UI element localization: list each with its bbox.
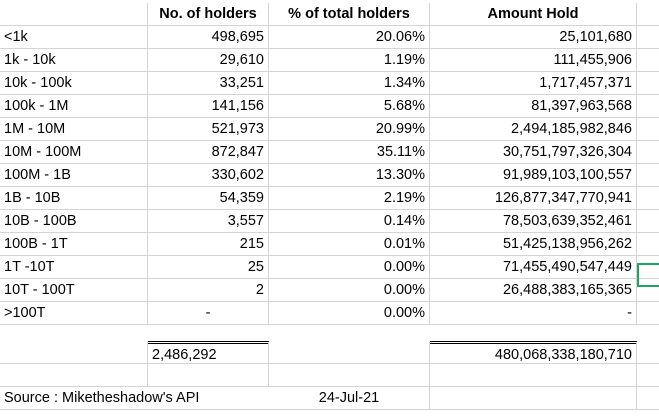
table-row: [0, 95, 659, 118]
amount-cell[interactable]: 2,494,185,982,846: [430, 118, 637, 141]
amount-cell[interactable]: 26,488,383,165,365: [430, 279, 637, 302]
header-tier-cell[interactable]: [0, 3, 148, 26]
percent-cell[interactable]: 0.00%: [269, 256, 430, 279]
tier-cell[interactable]: 1M - 10M: [0, 118, 148, 141]
empty-cell[interactable]: [0, 364, 148, 387]
amount-cell[interactable]: 81,397,963,568: [430, 95, 637, 118]
amount-cell[interactable]: 126,877,347,770,941: [430, 187, 637, 210]
holders-cell[interactable]: 330,602: [148, 164, 269, 187]
empty-cell[interactable]: [637, 118, 659, 141]
amount-cell[interactable]: 91,989,103,100,557: [430, 164, 637, 187]
percent-cell[interactable]: 20.99%: [269, 118, 430, 141]
table-row: [0, 49, 659, 72]
empty-cell[interactable]: [637, 141, 659, 164]
amount-cell[interactable]: 30,751,797,326,304: [430, 141, 637, 164]
amount-cell[interactable]: 71,455,490,547,449: [430, 256, 637, 279]
header-percent-cell[interactable]: % of total holders: [269, 3, 430, 26]
holders-cell[interactable]: 54,359: [148, 187, 269, 210]
footer-row: [0, 387, 659, 410]
table-row: [0, 279, 659, 302]
table-row: [0, 256, 659, 279]
percent-cell[interactable]: 13.30%: [269, 164, 430, 187]
table-row: [0, 72, 659, 95]
empty-cell[interactable]: [637, 72, 659, 95]
empty-cell[interactable]: [430, 364, 637, 387]
header-amount-cell[interactable]: Amount Hold: [430, 3, 637, 26]
blank-row: [0, 364, 659, 387]
table-row: [0, 141, 659, 164]
totals-row: [0, 341, 659, 364]
tier-cell[interactable]: <1k: [0, 26, 148, 49]
amount-cell[interactable]: 25,101,680: [430, 26, 637, 49]
percent-cell[interactable]: 0.00%: [269, 279, 430, 302]
tier-cell[interactable]: 1T -10T: [0, 256, 148, 279]
tier-cell[interactable]: 100k - 1M: [0, 95, 148, 118]
table-row: [0, 233, 659, 256]
empty-cell[interactable]: [637, 302, 659, 325]
percent-cell[interactable]: 0.00%: [269, 302, 430, 325]
amount-cell[interactable]: 111,455,906: [430, 49, 637, 72]
percent-cell[interactable]: 2.19%: [269, 187, 430, 210]
percent-cell[interactable]: 1.19%: [269, 49, 430, 72]
header-holders-cell[interactable]: No. of holders: [148, 3, 269, 26]
source-cell[interactable]: Source : Miketheshadow's API: [0, 387, 269, 410]
empty-cell[interactable]: [637, 187, 659, 210]
holders-cell[interactable]: 141,156: [148, 95, 269, 118]
tier-cell[interactable]: >100T: [0, 302, 148, 325]
amount-cell[interactable]: 1,717,457,371: [430, 72, 637, 95]
amount-cell[interactable]: 78,503,639,352,461: [430, 210, 637, 233]
percent-cell[interactable]: 0.01%: [269, 233, 430, 256]
holders-cell[interactable]: -: [148, 302, 269, 325]
percent-cell[interactable]: 5.68%: [269, 95, 430, 118]
percent-cell[interactable]: 1.34%: [269, 72, 430, 95]
holders-cell[interactable]: 872,847: [148, 141, 269, 164]
holders-cell[interactable]: 498,695: [148, 26, 269, 49]
table-row: [0, 118, 659, 141]
holders-cell[interactable]: 25: [148, 256, 269, 279]
table-row: [0, 187, 659, 210]
holders-cell[interactable]: 29,610: [148, 49, 269, 72]
active-cell-selection[interactable]: [637, 263, 659, 287]
holders-cell[interactable]: 215: [148, 233, 269, 256]
empty-cell[interactable]: [637, 341, 659, 364]
empty-cell[interactable]: [637, 26, 659, 49]
total-holders-cell[interactable]: 2,486,292: [148, 341, 269, 364]
tier-cell[interactable]: 100M - 1B: [0, 164, 148, 187]
holders-cell[interactable]: 521,973: [148, 118, 269, 141]
empty-cell[interactable]: [637, 210, 659, 233]
empty-cell[interactable]: [637, 164, 659, 187]
percent-cell[interactable]: 0.14%: [269, 210, 430, 233]
date-cell[interactable]: 24-Jul-21: [269, 387, 430, 410]
empty-cell[interactable]: [637, 49, 659, 72]
tier-cell[interactable]: 1B - 10B: [0, 187, 148, 210]
totals-percent-cell[interactable]: [269, 341, 430, 364]
empty-cell[interactable]: [637, 233, 659, 256]
tier-cell[interactable]: 10T - 100T: [0, 279, 148, 302]
empty-cell[interactable]: [430, 387, 637, 410]
percent-cell[interactable]: 35.11%: [269, 141, 430, 164]
empty-cell[interactable]: [637, 364, 659, 387]
amount-cell[interactable]: -: [430, 302, 637, 325]
tier-cell[interactable]: 1k - 10k: [0, 49, 148, 72]
tier-cell[interactable]: 10B - 100B: [0, 210, 148, 233]
total-amount-cell[interactable]: 480,068,338,180,710: [430, 341, 637, 364]
empty-cell[interactable]: [637, 95, 659, 118]
holders-cell[interactable]: 33,251: [148, 72, 269, 95]
percent-cell[interactable]: 20.06%: [269, 26, 430, 49]
table-row: [0, 302, 659, 325]
empty-cell[interactable]: [269, 364, 430, 387]
table-row: [0, 164, 659, 187]
table-row: [0, 210, 659, 233]
amount-cell[interactable]: 51,425,138,956,262: [430, 233, 637, 256]
table-row: [0, 26, 659, 49]
header-row: [0, 3, 659, 26]
holders-cell[interactable]: 3,557: [148, 210, 269, 233]
tier-cell[interactable]: 10k - 100k: [0, 72, 148, 95]
empty-cell[interactable]: [637, 387, 659, 410]
empty-cell[interactable]: [148, 364, 269, 387]
empty-cell[interactable]: [637, 3, 659, 26]
holders-cell[interactable]: 2: [148, 279, 269, 302]
totals-label-cell[interactable]: [0, 341, 148, 364]
tier-cell[interactable]: 10M - 100M: [0, 141, 148, 164]
tier-cell[interactable]: 100B - 1T: [0, 233, 148, 256]
